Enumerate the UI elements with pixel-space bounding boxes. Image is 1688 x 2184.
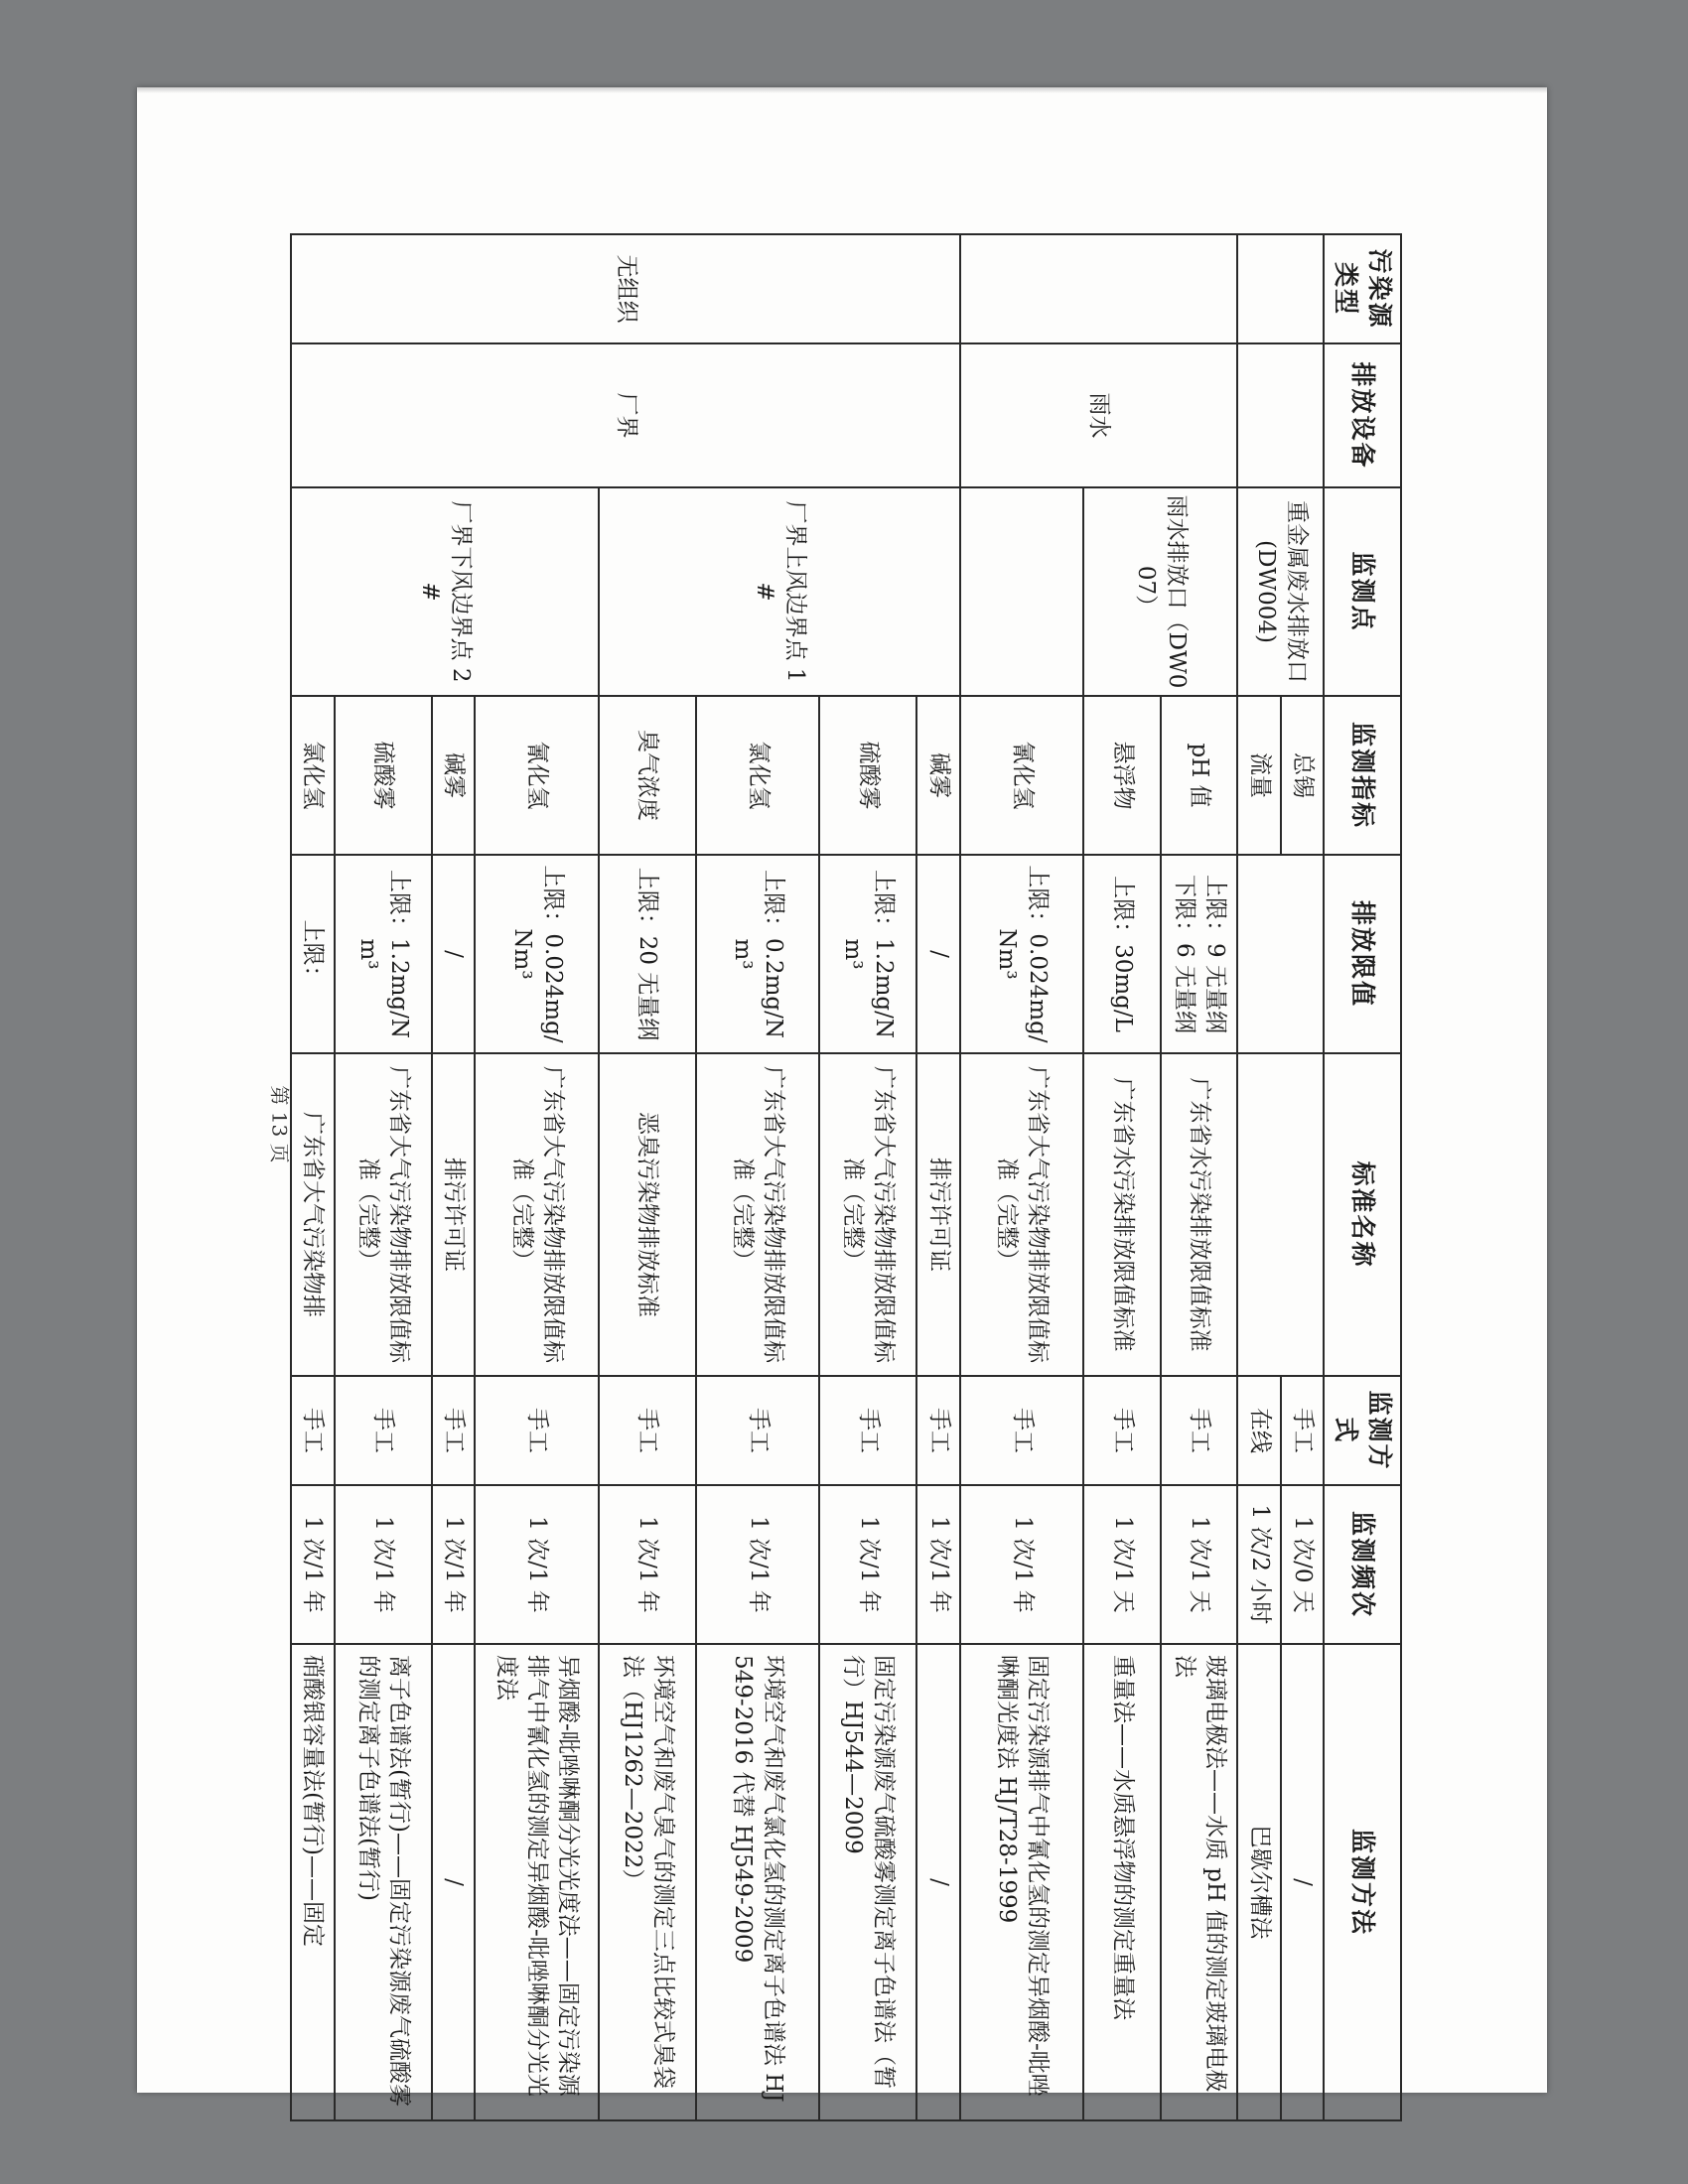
point-downwind: 厂界下风边界点 2# bbox=[291, 487, 599, 696]
frequency-cell: 1 次/1 年 bbox=[960, 1485, 1083, 1644]
source-type-cell-rain bbox=[960, 234, 1237, 343]
indicator-cell: 悬浮物 bbox=[1083, 696, 1161, 855]
standard-cell: 广东省大气污染物排放限值标准（完整） bbox=[475, 1053, 598, 1376]
equipment-cell-top bbox=[1237, 343, 1324, 487]
method-cell: / bbox=[917, 1644, 960, 2120]
point-dw004: 重金属废水排放口(DW004) bbox=[1237, 487, 1324, 696]
method-cell: 固定污染源排气中氰化氢的测定异烟酸-吡唑啉酮光度法 HJ/T28-1999 bbox=[960, 1644, 1083, 2120]
mode-cell: 手工 bbox=[819, 1376, 916, 1485]
method-cell: 离子色谱法(暂行)——固定污染源废气硫酸雾的测定离子色谱法(暂行) bbox=[335, 1644, 432, 2120]
standard-cell: 广东省水污染排放限值标准 bbox=[1083, 1053, 1161, 1376]
table-row bbox=[475, 234, 598, 2120]
mode-cell: 手工 bbox=[335, 1376, 432, 1485]
source-type-unorganized: 无组织 bbox=[291, 234, 960, 343]
limit-cell: 上限：9 无量纲 下限：6 无量纲 bbox=[1161, 855, 1238, 1053]
method-cell: / bbox=[432, 1644, 475, 2120]
table-row bbox=[1281, 234, 1324, 2120]
point-empty-cell bbox=[960, 487, 1083, 696]
mode-cell: 手工 bbox=[1161, 1376, 1238, 1485]
header-method: 监测方法 bbox=[1324, 1644, 1401, 2120]
limit-cell bbox=[1237, 855, 1324, 1053]
header-mode: 监测方式 bbox=[1324, 1376, 1401, 1485]
indicator-cell: 总锡 bbox=[1281, 696, 1324, 855]
header-standard: 标准名称 bbox=[1324, 1053, 1401, 1376]
standard-cell: 排污许可证 bbox=[432, 1053, 475, 1376]
equipment-plant-boundary: 厂界 bbox=[291, 343, 960, 487]
limit-cell: 上限：30mg/L bbox=[1083, 855, 1161, 1053]
limit-cell: 上限：0.024mg/Nm³ bbox=[475, 855, 598, 1053]
method-cell: 环境空气和废气臭气的测定三点比较式臭袋法（HJ1262—2022） bbox=[599, 1644, 696, 2120]
standard-cell: 广东省水污染排放限值标准 bbox=[1161, 1053, 1238, 1376]
indicator-cell: 碱雾 bbox=[432, 696, 475, 855]
limit-cell: 上限：0.024mg/Nm³ bbox=[960, 855, 1083, 1053]
frequency-cell: 1 次/1 年 bbox=[599, 1485, 696, 1644]
mode-cell: 手工 bbox=[291, 1376, 335, 1485]
point-dw007: 雨水排放口（DW007） bbox=[1083, 487, 1237, 696]
frequency-cell: 1 次/1 年 bbox=[696, 1485, 819, 1644]
indicator-cell: 硫酸雾 bbox=[819, 696, 916, 855]
method-cell: 环境空气和废气氯化氢的测定离子色谱法 HJ549-2016 代替 HJ549-2009 bbox=[696, 1644, 819, 2120]
frequency-cell: 1 次/1 年 bbox=[475, 1485, 598, 1644]
standard-cell: 排污许可证 bbox=[917, 1053, 960, 1376]
method-cell: 硝酸银容量法(暂行)——固定 bbox=[291, 1644, 335, 2120]
table-row bbox=[960, 234, 1083, 2120]
indicator-cell: 臭气浓度 bbox=[599, 696, 696, 855]
header-source-type: 污染源类型 bbox=[1324, 234, 1401, 343]
standard-cell: 广东省大气污染物排 bbox=[291, 1053, 335, 1376]
frequency-cell: 1 次/1 年 bbox=[291, 1485, 335, 1644]
method-cell: 巴歇尔槽法 bbox=[1237, 1644, 1280, 2120]
frequency-cell: 1 次/1 年 bbox=[819, 1485, 916, 1644]
indicator-cell: 氰化氢 bbox=[960, 696, 1083, 855]
indicator-cell: 流量 bbox=[1237, 696, 1280, 855]
mode-cell: 手工 bbox=[960, 1376, 1083, 1485]
limit-cell: 上限：0.2mg/Nm³ bbox=[696, 855, 819, 1053]
frequency-cell: 1 次/1 天 bbox=[1161, 1485, 1238, 1644]
monitoring-table bbox=[290, 233, 1402, 2121]
header-point: 监测点 bbox=[1324, 487, 1401, 696]
indicator-cell: 硫酸雾 bbox=[335, 696, 432, 855]
limit-cell: 上限：20 无量纲 bbox=[599, 855, 696, 1053]
standard-cell: 恶臭污染物排放标准 bbox=[599, 1053, 696, 1376]
mode-cell: 手工 bbox=[432, 1376, 475, 1485]
limit-cell: 上限： bbox=[291, 855, 335, 1053]
limit-cell: / bbox=[432, 855, 475, 1053]
header-equipment: 排放设备 bbox=[1324, 343, 1401, 487]
method-cell: 重量法——水质悬浮物的测定重量法 bbox=[1083, 1644, 1161, 2120]
limit-cell: / bbox=[917, 855, 960, 1053]
mode-cell: 手工 bbox=[1083, 1376, 1161, 1485]
standard-cell: 广东省大气污染物排放限值标准（完整） bbox=[819, 1053, 916, 1376]
mode-cell: 在线 bbox=[1237, 1376, 1280, 1485]
mode-cell: 手工 bbox=[475, 1376, 598, 1485]
standard-cell bbox=[1237, 1053, 1324, 1376]
point-upwind: 厂界上风边界点 1# bbox=[599, 487, 960, 696]
page-number: 第 13 页 bbox=[267, 1085, 292, 1163]
standard-cell: 广东省大气污染物排放限值标准（完整） bbox=[960, 1053, 1083, 1376]
frequency-cell: 1 次/1 年 bbox=[432, 1485, 475, 1644]
frequency-cell: 1 次/0 天 bbox=[1281, 1485, 1324, 1644]
mode-cell: 手工 bbox=[1281, 1376, 1324, 1485]
header-frequency: 监测频次 bbox=[1324, 1485, 1401, 1644]
indicator-cell: 氯化氢 bbox=[696, 696, 819, 855]
frequency-cell: 1 次/1 年 bbox=[917, 1485, 960, 1644]
method-cell: 异烟酸-吡唑啉酮分光光度法——固定污染源排气中氰化氢的测定异烟酸-吡唑啉酮分光光度法 bbox=[475, 1644, 598, 2120]
rotated-table-container bbox=[290, 233, 1402, 2119]
mode-cell: 手工 bbox=[599, 1376, 696, 1485]
source-type-cell-top bbox=[1237, 234, 1324, 343]
paper-edge bbox=[137, 87, 1547, 93]
indicator-cell: pH 值 bbox=[1161, 696, 1238, 855]
mode-cell: 手工 bbox=[696, 1376, 819, 1485]
standard-cell: 广东省大气污染物排放限值标准（完整） bbox=[696, 1053, 819, 1376]
mode-cell: 手工 bbox=[917, 1376, 960, 1485]
header-limit: 排放限值 bbox=[1324, 855, 1401, 1053]
table-row bbox=[917, 234, 960, 2120]
indicator-cell: 氰化氢 bbox=[475, 696, 598, 855]
indicator-cell: 氯化氢 bbox=[291, 696, 335, 855]
equipment-rain: 雨水 bbox=[960, 343, 1237, 487]
standard-cell: 广东省大气污染物排放限值标准（完整） bbox=[335, 1053, 432, 1376]
header-indicator: 监测指标 bbox=[1324, 696, 1401, 855]
table-row bbox=[1161, 234, 1238, 2120]
indicator-cell: 碱雾 bbox=[917, 696, 960, 855]
frequency-cell: 1 次/1 年 bbox=[335, 1485, 432, 1644]
limit-cell: 上限：1.2mg/Nm³ bbox=[819, 855, 916, 1053]
frequency-cell: 1 次/1 天 bbox=[1083, 1485, 1161, 1644]
limit-cell: 上限：1.2mg/Nm³ bbox=[335, 855, 432, 1053]
method-cell: / bbox=[1281, 1644, 1324, 2120]
frequency-cell: 1 次/2 小时 bbox=[1237, 1485, 1280, 1644]
method-cell: 固定污染源废气硫酸雾测定离子色谱法（暂行）HJ544—2009 bbox=[819, 1644, 916, 2120]
method-cell: 玻璃电极法——水质 pH 值的测定玻璃电极法 bbox=[1161, 1644, 1238, 2120]
header-row bbox=[1324, 234, 1401, 2120]
